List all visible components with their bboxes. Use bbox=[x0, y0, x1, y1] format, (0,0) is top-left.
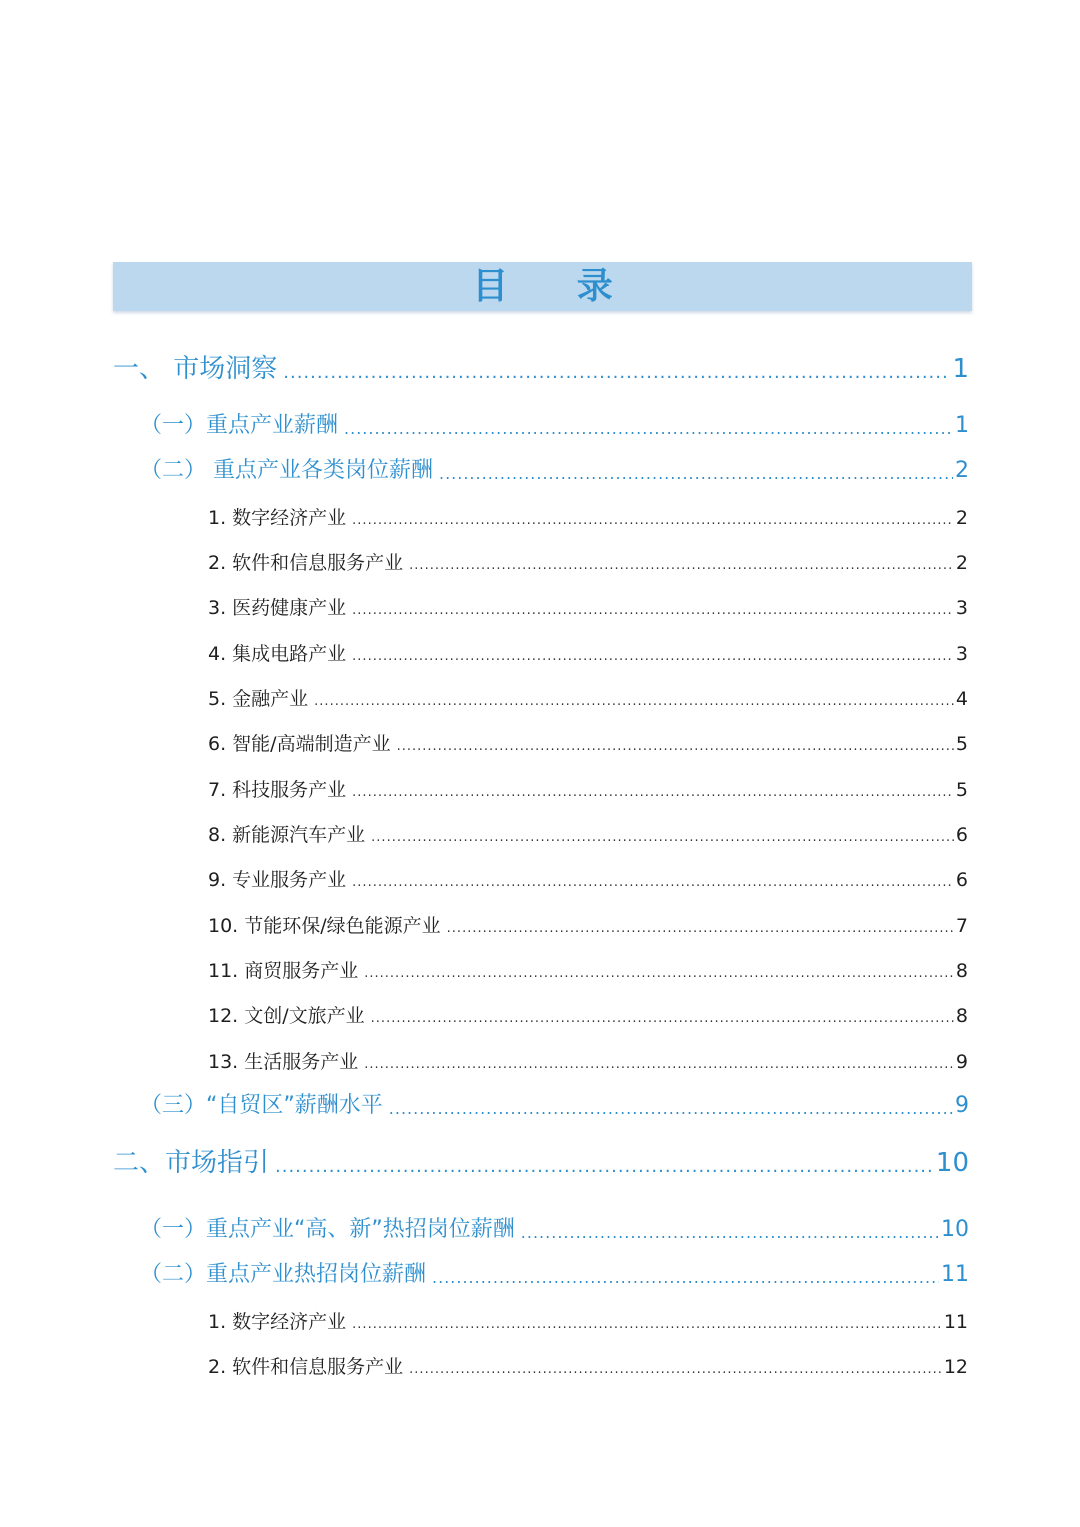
toc-entry-label: （二） 重点产业各类岗位薪酬 bbox=[140, 458, 433, 483]
toc-entry[interactable] bbox=[208, 1003, 968, 1029]
dot-leader bbox=[439, 462, 953, 486]
toc-entry[interactable] bbox=[140, 1091, 969, 1121]
toc-title: 目 录 bbox=[472, 266, 641, 307]
toc-entry-label: 8. 新能源汽车产业 bbox=[208, 824, 366, 846]
toc-entry-page: 8 bbox=[955, 1005, 968, 1027]
dot-leader bbox=[314, 692, 954, 712]
toc-entry-label: 4. 集成电路产业 bbox=[208, 643, 347, 665]
dot-leader bbox=[352, 783, 954, 803]
toc-entry[interactable] bbox=[208, 686, 968, 712]
toc-entry-page: 2 bbox=[955, 507, 968, 529]
toc-entry[interactable] bbox=[208, 1049, 968, 1075]
toc-entry-page: 1 bbox=[952, 354, 969, 384]
dot-leader bbox=[389, 1097, 953, 1121]
toc-entry[interactable] bbox=[113, 352, 969, 386]
toc-entry-page: 2 bbox=[955, 552, 968, 574]
toc-entry[interactable] bbox=[208, 1354, 968, 1380]
toc-entry-label: 6. 智能/高端制造产业 bbox=[208, 733, 391, 755]
toc-entry[interactable] bbox=[208, 777, 968, 803]
toc-entry-page: 11 bbox=[941, 1262, 969, 1287]
dot-leader bbox=[409, 556, 954, 576]
toc-entry-page: 2 bbox=[955, 458, 969, 483]
toc-entry-page: 6 bbox=[955, 869, 968, 891]
dot-leader bbox=[371, 828, 954, 848]
toc-entry-label: 1. 数字经济产业 bbox=[208, 507, 347, 529]
dot-leader bbox=[371, 1009, 954, 1029]
dot-leader bbox=[432, 1266, 939, 1290]
toc-entry-page: 10 bbox=[941, 1217, 969, 1242]
toc-entry-label: 7. 科技服务产业 bbox=[208, 779, 347, 801]
toc-entry-label: 2. 软件和信息服务产业 bbox=[208, 1356, 404, 1378]
toc-entry-label: （三）“自贸区”薪酬水平 bbox=[140, 1093, 383, 1118]
toc-entry[interactable] bbox=[208, 958, 968, 984]
toc-entry-page: 8 bbox=[955, 960, 968, 982]
toc-entry-page: 10 bbox=[935, 1148, 969, 1178]
toc-entry-page: 3 bbox=[955, 643, 968, 665]
toc-entry-label: 10. 节能环保/绿色能源产业 bbox=[208, 915, 441, 937]
toc-entry-page: 5 bbox=[955, 779, 968, 801]
toc-entry-page: 5 bbox=[955, 733, 968, 755]
toc-entry-label: （一）重点产业“高、新”热招岗位薪酬 bbox=[140, 1217, 515, 1242]
toc-entry-label: 一、 市场洞察 bbox=[113, 354, 278, 384]
toc-entry-page: 12 bbox=[943, 1356, 968, 1378]
toc-entry-label: 13. 生活服务产业 bbox=[208, 1051, 359, 1073]
toc-entry-label: 11. 商贸服务产业 bbox=[208, 960, 359, 982]
dot-leader bbox=[397, 737, 954, 757]
dot-leader bbox=[447, 919, 954, 939]
toc-entry[interactable] bbox=[208, 731, 968, 757]
toc-entry[interactable] bbox=[113, 1146, 969, 1180]
toc-entry[interactable] bbox=[208, 550, 968, 576]
dot-leader bbox=[352, 873, 954, 893]
dot-leader bbox=[352, 601, 954, 621]
toc-entry-label: （二）重点产业热招岗位薪酬 bbox=[140, 1262, 427, 1287]
toc-entry-page: 6 bbox=[955, 824, 968, 846]
toc-entry-page: 7 bbox=[955, 915, 968, 937]
dot-leader bbox=[275, 1154, 934, 1180]
dot-leader bbox=[364, 964, 954, 984]
toc-entry-page: 4 bbox=[955, 688, 968, 710]
toc-entry[interactable] bbox=[140, 411, 969, 441]
toc-entry-label: 2. 软件和信息服务产业 bbox=[208, 552, 404, 574]
toc-entry-page: 9 bbox=[955, 1093, 969, 1118]
toc-entry-label: 1. 数字经济产业 bbox=[208, 1311, 347, 1333]
dot-leader bbox=[352, 1315, 942, 1335]
toc-entry[interactable] bbox=[140, 1215, 969, 1245]
toc-entry[interactable] bbox=[208, 913, 968, 939]
toc-entry[interactable] bbox=[208, 867, 968, 893]
toc-entry-page: 3 bbox=[955, 597, 968, 619]
dot-leader bbox=[364, 1055, 954, 1075]
toc-entry[interactable] bbox=[140, 1260, 969, 1290]
toc-entry-label: 二、市场指引 bbox=[113, 1148, 270, 1178]
toc-entry[interactable] bbox=[208, 641, 968, 667]
toc-entry-label: （一）重点产业薪酬 bbox=[140, 413, 339, 438]
dot-leader bbox=[521, 1221, 939, 1245]
toc-entry[interactable] bbox=[208, 822, 968, 848]
toc-entry[interactable] bbox=[208, 595, 968, 621]
dot-leader bbox=[352, 647, 954, 667]
toc-entry[interactable] bbox=[208, 505, 968, 531]
toc-entry-label: 5. 金融产业 bbox=[208, 688, 309, 710]
toc-entry-label: 3. 医药健康产业 bbox=[208, 597, 347, 619]
dot-leader bbox=[352, 511, 954, 531]
toc-entry[interactable] bbox=[208, 1309, 968, 1335]
toc-entry-page: 9 bbox=[955, 1051, 968, 1073]
dot-leader bbox=[344, 417, 953, 441]
dot-leader bbox=[283, 360, 950, 386]
toc-entry[interactable] bbox=[140, 456, 969, 486]
toc-entry-page: 1 bbox=[955, 413, 969, 438]
toc-entry-label: 9. 专业服务产业 bbox=[208, 869, 347, 891]
dot-leader bbox=[409, 1360, 942, 1380]
toc-entry-label: 12. 文创/文旅产业 bbox=[208, 1005, 365, 1027]
toc-entry-page: 11 bbox=[943, 1311, 968, 1333]
